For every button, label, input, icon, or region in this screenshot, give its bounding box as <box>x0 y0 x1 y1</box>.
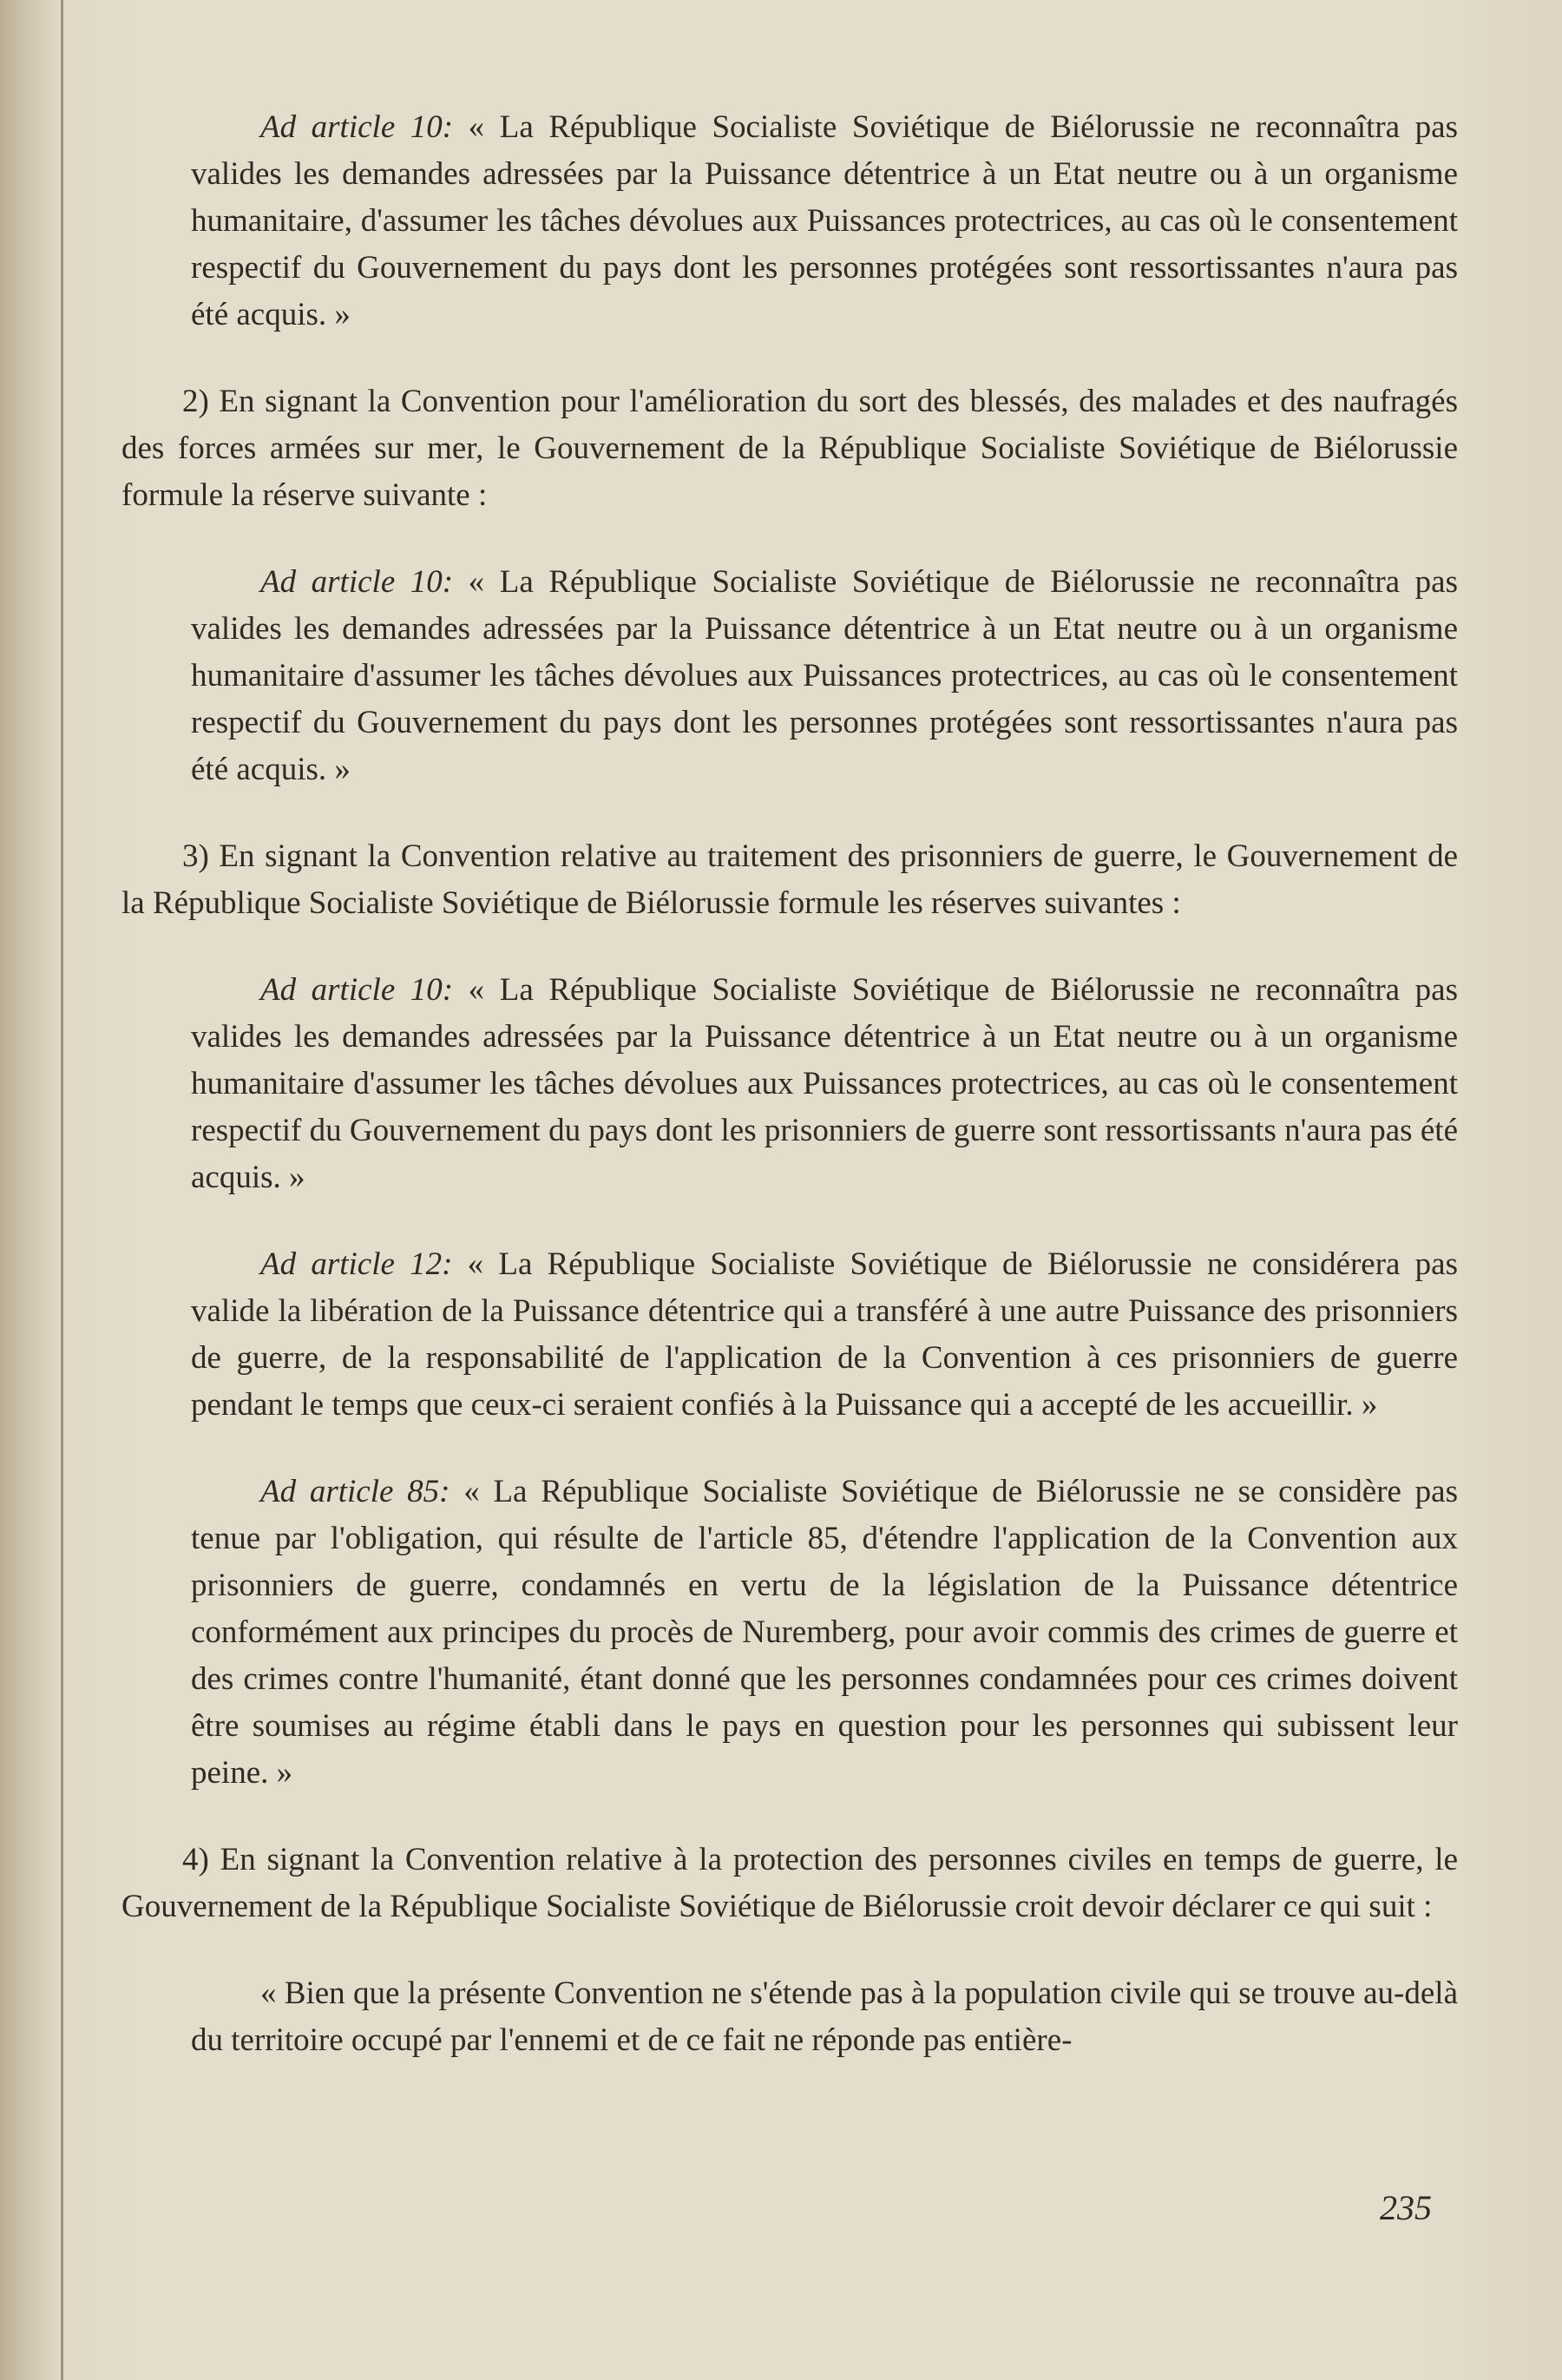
numbered-paragraph: 4) En signant la Convention relative à la protection des personnes civiles en temps de guerre, le Gouvernement de la République Socialiste Soviétique de Biélorussie croit devoir déclarer ce qui suit : <box>121 1842 1458 1924</box>
numbered-paragraph: 3) En signant la Convention relative au traitement des prisonniers de guerre, le Gouvernement de la République Socialiste Soviétique de Biélorussie formule les réserves suivantes : <box>121 838 1458 921</box>
reservation-text: « La République Socialiste Soviétique de Biélorussie ne reconnaîtra pas valides les demandes adressées par la Puissance détentrice à un Etat neutre ou à un organisme humanitaire d'assumer les tâches dévolues aux Puissances protectrices, au cas où le consentement respectif du Gouvernement du pays dont les personnes protégées sont ressortissantes n'aura pas été acquis. » <box>191 564 1458 787</box>
page-number: 235 <box>1380 2188 1432 2227</box>
article-label: Ad article 85: <box>260 1474 450 1509</box>
reservation-paragraph <box>191 1241 1458 1429</box>
article-label: Ad article 10: <box>260 109 454 145</box>
reservation-text: « La République Socialiste Soviétique de Biélorussie ne reconnaîtra pas valides les demandes adressées par la Puissance détentrice à un Etat neutre ou à un organisme humanitaire d'assumer les tâches dévolues aux Puissances protectrices, au cas où le consentement respectif du Gouvernement du pays dont les prisonniers de guerre sont ressortissants n'aura pas été acquis. » <box>191 972 1458 1195</box>
reservation-text: « La République Socialiste Soviétique de Biélorussie ne se considère pas tenue par l'obligation, qui résulte de l'article 85, d'étendre l'application de la Convention aux prisonniers de guerre, condamnés en vertu de la législation de la Puissance détentrice conformément aux principes du procès de Nuremberg, pour avoir commis des crimes de guerre et des crimes contre l'humanité, étant donné que les personnes condamnées pour ces crimes doivent être soumises au régime établi dans le pays en question pour les personnes qui subissent leur peine. » <box>191 1474 1459 1791</box>
reservation-paragraph <box>191 967 1458 1201</box>
body-text <box>121 104 1458 2104</box>
reservation-text: « La République Socialiste Soviétique de Biélorussie ne considérera pas valide la libération de la Puissance détentrice qui a transféré à une autre Puissance des prisonniers de guerre, de la responsabilité de l'application de la Convention à ces prisonniers de guerre pendant le temps que ceux-ci seraient confiés à la Puissance qui a accepté de les accueillir. » <box>191 1246 1459 1423</box>
article-label: Ad article 12: <box>260 1246 453 1282</box>
reservation-text: « La République Socialiste Soviétique de Biélorussie ne reconnaîtra pas valides les demandes adressées par la Puissance détentrice à un Etat neutre ou à un organisme humanitaire, d'assumer les tâches dévolues aux Puissances protectrices, au cas où le consentement respectif du Gouvernement du pays dont les personnes protégées sont ressortissantes n'aura pas été acquis. » <box>191 109 1458 332</box>
numbered-paragraph: 2) En signant la Convention pour l'amélioration du sort des blessés, des malades et des naufragés des forces armées sur mer, le Gouvernement de la République Socialiste Soviétique de Biélorussie formule la réserve suivante : <box>121 384 1458 513</box>
declaration-paragraph: « Bien que la présente Convention ne s'étende pas à la population civile qui se trouve au-delà du territoire occupé par l'ennemi et de ce fait ne réponde pas entière- <box>191 1976 1458 2058</box>
binding-edge <box>61 0 63 2380</box>
article-label: Ad article 10: <box>260 564 454 600</box>
reservation-paragraph <box>191 1469 1458 1797</box>
article-label: Ad article 10: <box>260 972 454 1008</box>
reservation-paragraph <box>191 104 1458 339</box>
reservation-paragraph <box>191 559 1458 793</box>
